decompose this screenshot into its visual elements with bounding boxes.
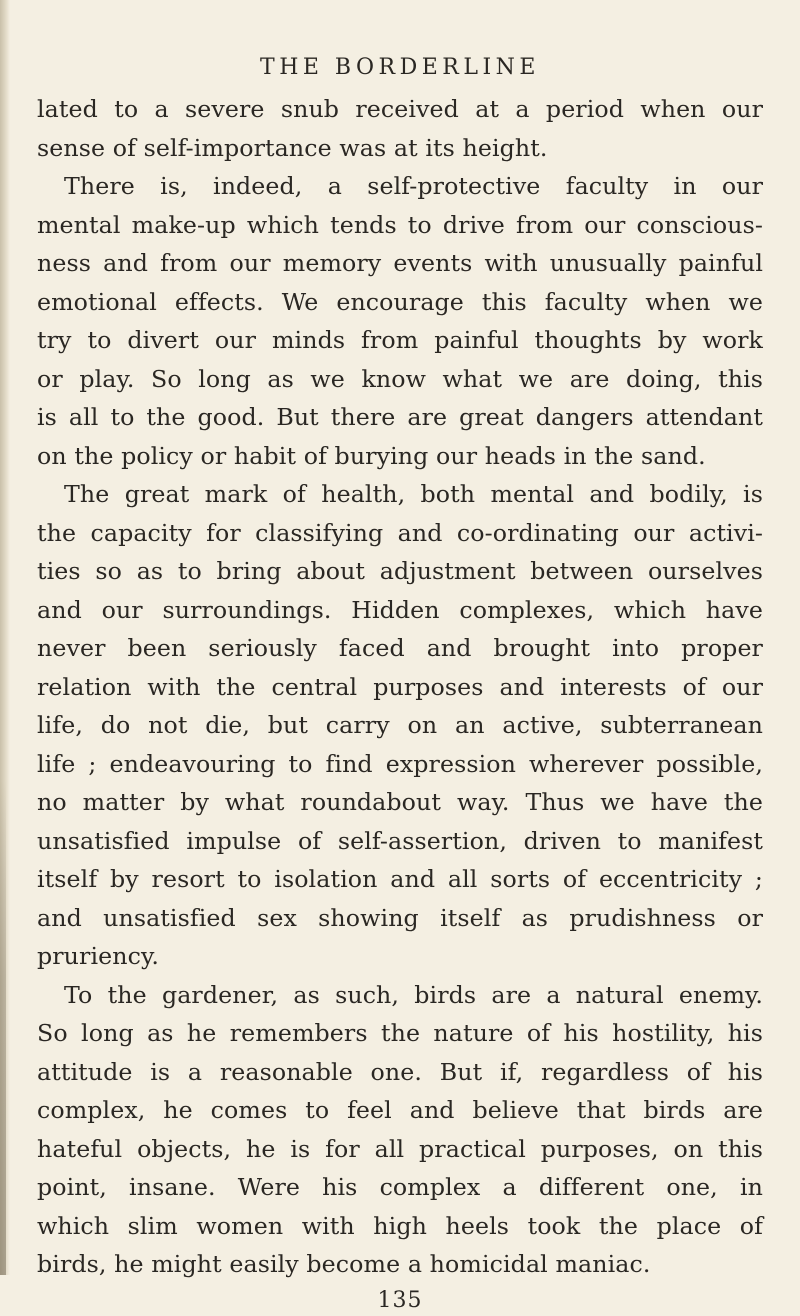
text-line: the capacity for classifying and co-ordinating our activi- xyxy=(37,518,763,547)
text-line: There is, indeed, a self-protective faculty in our xyxy=(64,172,763,200)
paragraph xyxy=(37,167,763,475)
text-line: pruriency. xyxy=(37,942,159,970)
page-number: 135 xyxy=(377,1287,423,1313)
text-line: and our surroundings. Hidden complexes, which have xyxy=(37,595,763,624)
text-line: birds, he might easily become a homicidal maniac. xyxy=(37,1250,651,1278)
page-gutter-shadow xyxy=(0,780,6,1275)
paragraph xyxy=(37,475,763,976)
text-line: ness and from our memory events with unusually painful xyxy=(37,249,763,277)
text-line: try to divert our minds from painful thoughts by work xyxy=(37,326,763,354)
text-line: on the policy or habit of burying our heads in the sand. xyxy=(37,441,706,470)
text-line: To the gardener, as such, birds are a natural enemy. xyxy=(64,980,763,1009)
text-line: attitude is a reasonable one. But if, regardless of his xyxy=(37,1057,763,1086)
text-line: point, insane. Were his complex a different one, in xyxy=(37,1173,763,1201)
text-line: lated to a severe snub received at a period when our xyxy=(37,95,763,123)
paragraph xyxy=(37,90,763,167)
text-line: sense of self-importance was at its height. xyxy=(37,133,548,162)
text-line: So long as he remembers the nature of his hostility, his xyxy=(37,1019,763,1047)
text-line: complex, he comes to feel and believe that birds are xyxy=(37,1096,763,1124)
text-line: hateful objects, he is for all practical purposes, on this xyxy=(37,1134,763,1163)
text-line: relation with the central purposes and interests of our xyxy=(37,672,763,701)
text-line: The great mark of health, both mental and bodily, is xyxy=(64,480,763,508)
text-line: or play. So long as we know what we are doing, this xyxy=(37,364,763,393)
text-line: never been seriously faced and brought into proper xyxy=(37,634,763,662)
text-line: life ; endeavouring to find expression wherever possible, xyxy=(37,749,763,778)
running-head: THE BORDERLINE xyxy=(260,55,540,80)
text-line: mental make-up which tends to drive from our conscious- xyxy=(37,210,763,239)
paragraph xyxy=(37,976,763,1284)
book-page xyxy=(37,40,763,1316)
text-line: is all to the good. But there are great dangers attendant xyxy=(37,403,763,431)
text-line: unsatisfied impulse of self-assertion, driven to manifest xyxy=(37,826,763,855)
text-line: life, do not die, but carry on an active, subterranean xyxy=(37,711,763,739)
text-line: and unsatisfied sex showing itself as prudishness or xyxy=(37,903,763,932)
body-text xyxy=(37,90,763,1284)
text-line: which slim women with high heels took the place of xyxy=(37,1211,763,1240)
text-line: itself by resort to isolation and all sorts of eccentricity ; xyxy=(37,865,763,893)
text-line: emotional effects. We encourage this faculty when we xyxy=(37,287,763,316)
text-line: no matter by what roundabout way. Thus we have the xyxy=(37,788,763,816)
text-line: ties so as to bring about adjustment between ourselves xyxy=(37,557,763,585)
